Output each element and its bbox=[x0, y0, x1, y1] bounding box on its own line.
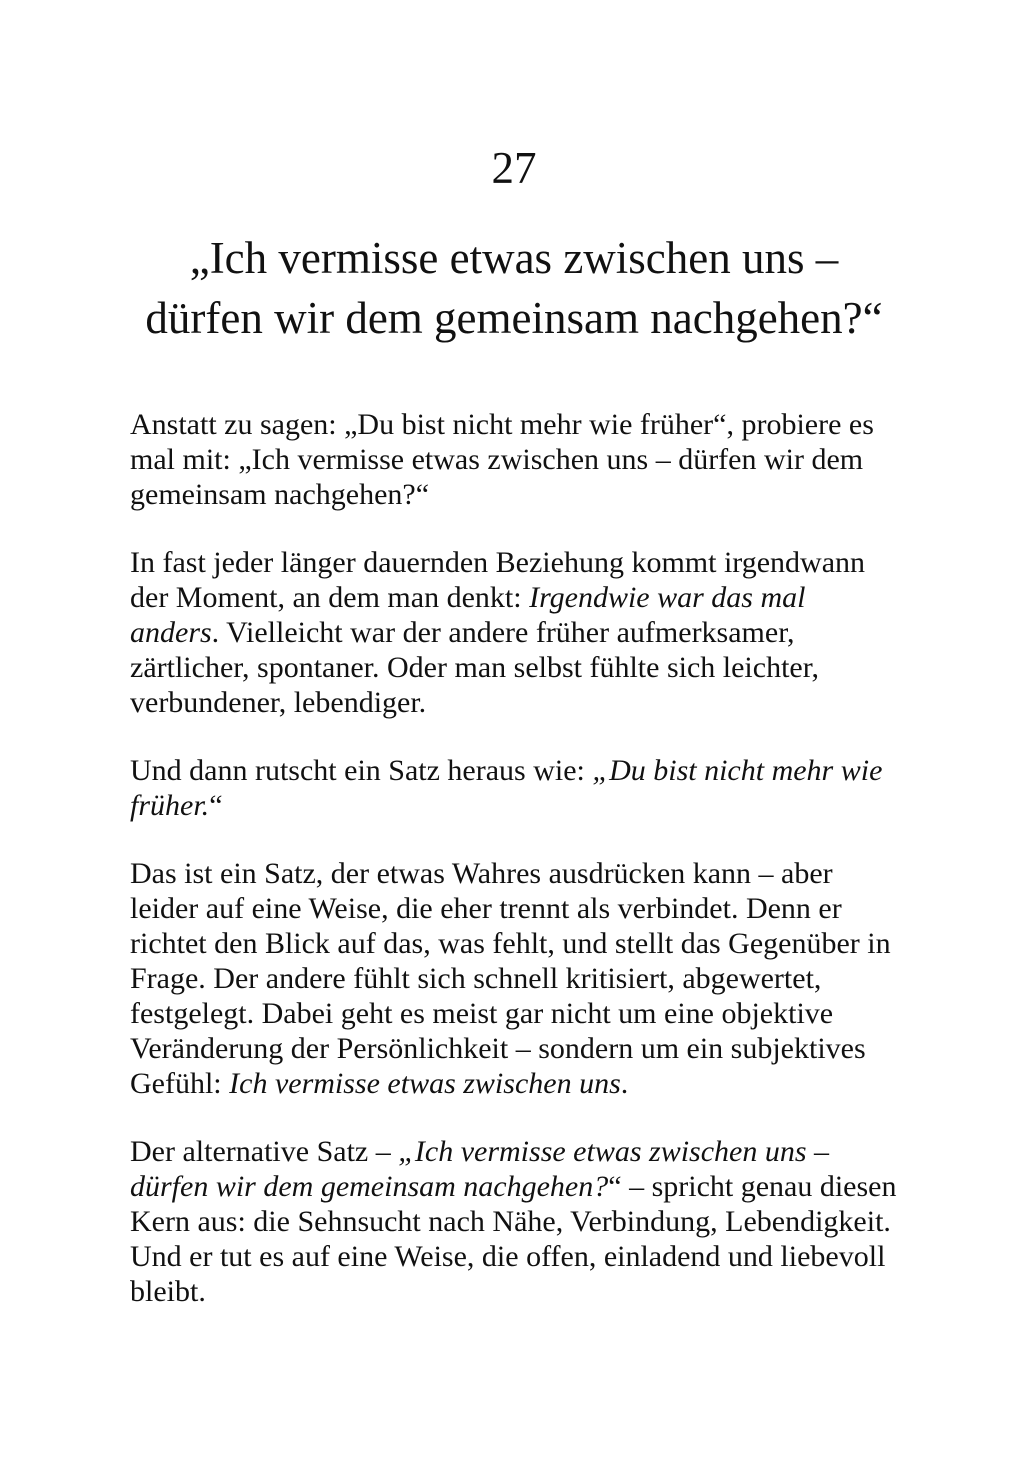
paragraph-line bbox=[130, 580, 910, 615]
text-segment: . bbox=[620, 1067, 629, 1100]
text-segment: In fast jeder länger dauernden Beziehung kommt irgendwann bbox=[130, 546, 866, 579]
chapter-title-line: dürfen wir dem gemeinsam nachgehen?“ bbox=[145, 293, 883, 343]
chapter-body bbox=[130, 407, 910, 1342]
paragraph-line bbox=[130, 650, 910, 685]
paragraph bbox=[130, 545, 910, 720]
paragraph bbox=[130, 407, 910, 512]
text-segment: festgelegt. Dabei geht es meist gar nicht um eine objektive bbox=[130, 997, 834, 1030]
text-segment: Gefühl: bbox=[130, 1067, 230, 1100]
paragraph-line bbox=[130, 477, 910, 512]
paragraph-line bbox=[130, 1066, 910, 1101]
emphasized-text: Irgendwie war das mal bbox=[529, 581, 806, 614]
paragraph-line bbox=[130, 1134, 910, 1169]
text-segment: verbundener, lebendiger. bbox=[130, 686, 427, 719]
paragraph-line bbox=[130, 753, 910, 788]
chapter-title-line: „Ich vermisse etwas zwischen uns – bbox=[189, 233, 839, 283]
paragraph-line bbox=[130, 1239, 910, 1274]
text-segment: Frage. Der andere fühlt sich schnell kritisiert, abgewertet, bbox=[130, 962, 822, 995]
text-segment: “ – spricht genau diesen bbox=[608, 1170, 897, 1203]
paragraph-line bbox=[130, 615, 910, 650]
paragraph-line bbox=[130, 926, 910, 961]
paragraph-line bbox=[130, 442, 910, 477]
paragraph-line bbox=[130, 891, 910, 926]
paragraph-line bbox=[130, 996, 910, 1031]
emphasized-text: „Du bist nicht mehr wie bbox=[592, 754, 883, 787]
paragraph-line bbox=[130, 961, 910, 996]
paragraph bbox=[130, 1134, 910, 1309]
paragraph bbox=[130, 753, 910, 823]
paragraph-line bbox=[130, 1031, 910, 1066]
paragraph-line bbox=[130, 685, 910, 720]
paragraph-line bbox=[130, 788, 910, 823]
text-segment: Der alternative Satz – bbox=[130, 1135, 399, 1168]
text-segment: richtet den Blick auf das, was fehlt, und stellt das Gegenüber in bbox=[130, 927, 891, 960]
text-segment: Und dann rutscht ein Satz heraus wie: bbox=[130, 754, 593, 787]
text-segment: gemeinsam nachgehen?“ bbox=[130, 478, 430, 511]
emphasized-text: früher. bbox=[130, 789, 210, 822]
emphasized-text: anders bbox=[130, 616, 212, 649]
text-segment: der Moment, an dem man denkt: bbox=[130, 581, 530, 614]
emphasized-text: „Ich vermisse etwas zwischen uns – bbox=[398, 1135, 830, 1168]
text-segment: Das ist ein Satz, der etwas Wahres ausdrücken kann – aber bbox=[130, 857, 833, 890]
text-segment: bleibt. bbox=[130, 1275, 206, 1308]
paragraph-line bbox=[130, 1274, 910, 1309]
paragraph bbox=[130, 856, 910, 1101]
text-segment: Anstatt zu sagen: „Du bist nicht mehr wie früher“, probiere es bbox=[130, 408, 874, 441]
paragraph-line bbox=[130, 407, 910, 442]
text-segment: Veränderung der Persönlichkeit – sondern um ein subjektives bbox=[130, 1032, 866, 1065]
paragraph-line bbox=[130, 1169, 910, 1204]
text-segment: Kern aus: die Sehnsucht nach Nähe, Verbindung, Lebendigkeit. bbox=[130, 1205, 891, 1238]
text-segment: “ bbox=[209, 789, 223, 822]
text-segment: Und er tut es auf eine Weise, die offen, einladend und liebevoll bbox=[130, 1240, 886, 1273]
text-segment: mal mit: „Ich vermisse etwas zwischen uns – dürfen wir dem bbox=[130, 443, 864, 476]
text-segment: leider auf eine Weise, die eher trennt als verbindet. Denn er bbox=[130, 892, 842, 925]
paragraph-line bbox=[130, 545, 910, 580]
text-segment: zärtlicher, spontaner. Oder man selbst fühlte sich leichter, bbox=[130, 651, 820, 684]
emphasized-text: Ich vermisse etwas zwischen uns bbox=[229, 1067, 621, 1100]
emphasized-text: dürfen wir dem gemeinsam nachgehen? bbox=[130, 1170, 609, 1203]
paragraph-line bbox=[130, 856, 910, 891]
chapter-title bbox=[0, 228, 1028, 348]
text-segment: . Vielleicht war der andere früher aufmerksamer, bbox=[211, 616, 795, 649]
paragraph-line bbox=[130, 1204, 910, 1239]
chapter-number: 27 bbox=[491, 143, 537, 193]
